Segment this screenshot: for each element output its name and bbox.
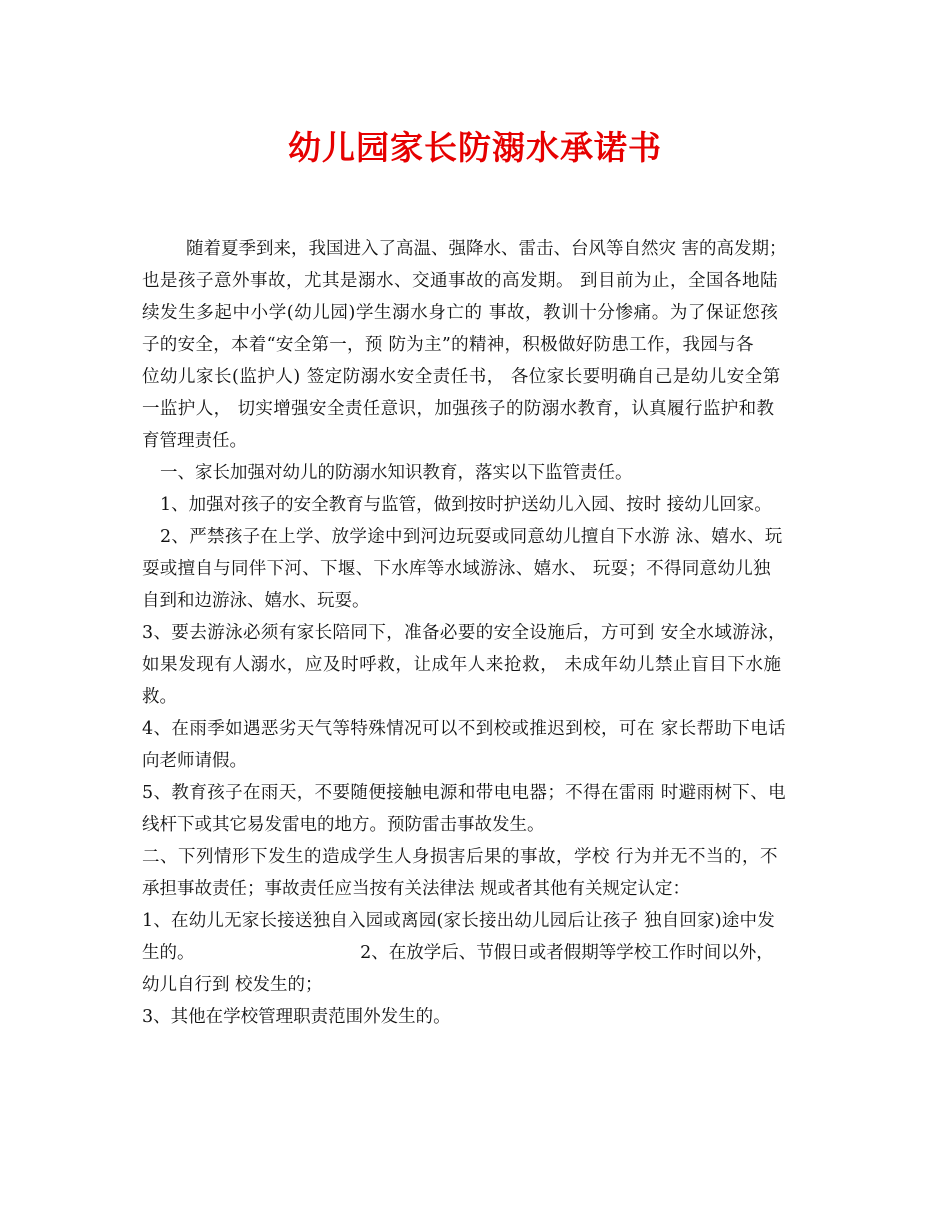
paragraph-line: 子的安全，本着“安全第一，预 防为主”的精神，积极做好防患工作，我园与各 [142,335,754,355]
section-heading-continuation: 承担事故责任；事故责任应当按有关法律法 规或者其他有关规定认定： [142,879,691,899]
paragraph-line: 位幼儿家长(监护人) 签定防溺水安全责任书， 各位家长要明确自己是幼儿安全第 [142,367,781,387]
list-item: 4、在雨季如遇恶劣天气等特殊情况可以不到校或推迟到校，可在 家长帮助下电话 [142,719,786,739]
list-item-continuation: 幼儿自行到 校发生的； [142,975,323,995]
paragraph-line: 续发生多起中小学(幼儿园)学生溺水身亡的 事故，教训十分惨痛。为了保证您孩 [142,303,779,323]
section-heading: 一、家长加强对幼儿的防溺水知识教育，落实以下监管责任。 [160,463,633,483]
list-item: 5、教育孩子在雨天，不要随便接触电源和带电电器；不得在雷雨 时避雨树下、电 [142,783,786,803]
list-item: 3、其他在学校管理职责范围外发生的。 [142,1007,451,1027]
list-item: 2、严禁孩子在上学、放学途中到河边玩耍或同意幼儿擅自下水游 泳、嬉水、玩 [160,527,783,547]
list-item-continuation: 如果发现有人溺水，应及时呼救，让成年人来抢救， 未成年幼儿禁止盲目下水施 [142,655,782,675]
paragraph-line: 育管理责任。 [142,431,247,451]
list-item: 生的。 2、在放学后、节假日或者假期等学校工作时间以外， [142,943,774,963]
list-item-continuation: 线杆下或其它易发雷电的地方。预防雷击事故发生。 [142,815,545,835]
list-item-continuation: 自到和边游泳、嬉水、玩耍。 [142,591,370,611]
section-heading: 二、下列情形下发生的造成学生人身损害后果的事故，学校 行为并无不当的，不 [142,847,779,867]
paragraph-line: 随着夏季到来，我国进入了高温、强降水、雷击、台风等自然灾 害的高发期； [186,239,787,259]
list-item-continuation: 救。 [142,687,177,707]
list-item-continuation: 耍或擅自与同伴下河、下堰、下水库等水域游泳、嬉水、 玩耍；不得同意幼儿独 [142,559,771,579]
list-item: 1、加强对孩子的安全教育与监管，做到按时护送幼儿入园、按时 接幼儿回家。 [160,495,772,515]
paragraph-line: 一监护人， 切实增强安全责任意识，加强孩子的防溺水教育，认真履行监护和教 [142,399,775,419]
list-item: 3、要去游泳必须有家长陪同下，准备必要的安全设施后，方可到 安全水域游泳， [142,623,786,643]
list-item-continuation: 向老师请假。 [142,751,247,771]
list-item: 1、在幼儿无家长接送独自入园或离园(家长接出幼儿园后让孩子 独自回家)途中发 [142,911,775,931]
document-title: 幼儿园家长防溺水承诺书 [288,128,662,167]
paragraph-line: 也是孩子意外事故，尤其是溺水、交通事故的高发期。 到目前为止，全国各地陆 [142,271,779,291]
